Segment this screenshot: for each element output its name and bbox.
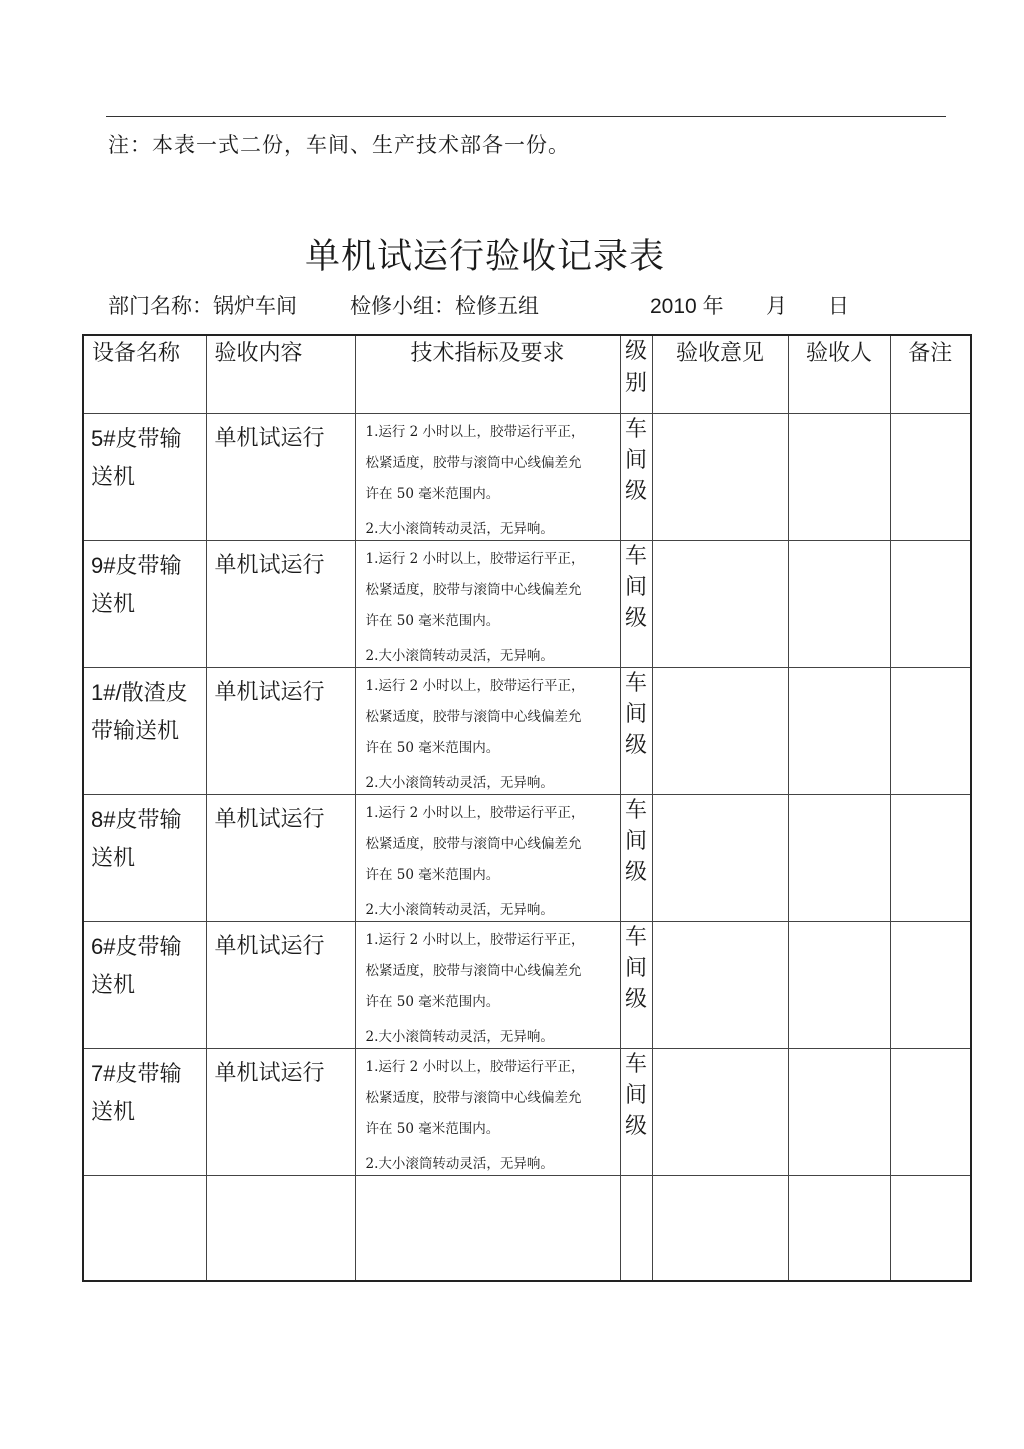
requirement-line: 许在 50 毫米范围内。 (365, 866, 500, 883)
requirement-line: 松紧适度，胶带与滚筒中心线偏差允 (365, 962, 582, 979)
page-title: 单机试运行验收记录表 (304, 237, 665, 277)
inspector-cell (788, 794, 890, 921)
table-row (83, 794, 971, 921)
requirement-line: 许在 50 毫米范围内。 (365, 739, 500, 756)
table-row (83, 1048, 971, 1175)
opinion-cell (652, 921, 788, 1048)
requirement-line: 松紧适度，胶带与滚筒中心线偏差允 (365, 708, 582, 725)
remarks-cell (890, 1048, 971, 1175)
requirement-line: 1.运行 2 小时以上，胶带运行平正， (365, 550, 585, 567)
requirements-cell (355, 1048, 620, 1175)
requirement-line: 1.运行 2 小时以上，胶带运行平正， (365, 931, 585, 948)
remarks-cell (890, 667, 971, 794)
grade-cell: 车间级 (620, 540, 652, 667)
grade-cell: 车间级 (620, 794, 652, 921)
table-body (83, 413, 971, 1281)
requirement-line: 1.运行 2 小时以上，胶带运行平正， (365, 423, 585, 440)
inspector-cell (788, 921, 890, 1048)
requirement-line: 松紧适度，胶带与滚筒中心线偏差允 (365, 454, 582, 471)
table-header-row (83, 335, 971, 413)
requirement-line: 2.大小滚筒转动灵活，无异响。 (365, 647, 554, 664)
header-remarks: 备注 (890, 335, 971, 413)
remarks-cell (890, 921, 971, 1048)
empty-cell (788, 1175, 890, 1281)
equipment-name-cell: 6#皮带输送机 (83, 921, 206, 1048)
requirement-line: 2.大小滚筒转动灵活，无异响。 (365, 1028, 554, 1045)
requirements-cell (355, 921, 620, 1048)
inspector-cell (788, 667, 890, 794)
opinion-cell (652, 667, 788, 794)
header-grade: 级别 (620, 335, 652, 413)
requirement-line: 松紧适度，胶带与滚筒中心线偏差允 (365, 1089, 582, 1106)
equipment-name-cell: 9#皮带输送机 (83, 540, 206, 667)
grade-cell: 车间级 (620, 1048, 652, 1175)
requirement-line: 许在 50 毫米范围内。 (365, 1120, 500, 1137)
empty-cell (652, 1175, 788, 1281)
inspector-cell (788, 1048, 890, 1175)
requirements-cell (355, 667, 620, 794)
empty-cell (620, 1175, 652, 1281)
grade-cell: 车间级 (620, 413, 652, 540)
copies-note: 注：本表一式二份，车间、生产技术部各一份。 (108, 133, 570, 157)
date-year (650, 290, 724, 320)
equipment-name-cell: 7#皮带输送机 (83, 1048, 206, 1175)
table-row-empty (83, 1175, 971, 1281)
requirement-line: 2.大小滚筒转动灵活，无异响。 (365, 520, 554, 537)
table-row (83, 921, 971, 1048)
opinion-cell (652, 1048, 788, 1175)
acceptance-record-table (82, 334, 972, 1282)
requirement-line: 2.大小滚筒转动灵活，无异响。 (365, 901, 554, 918)
grade-cell: 车间级 (620, 667, 652, 794)
year-value: 2010 (650, 295, 697, 318)
requirement-line: 许在 50 毫米范围内。 (365, 612, 500, 629)
header-content: 验收内容 (206, 335, 355, 413)
department-field: 部门名称：锅炉车间 (108, 294, 297, 318)
opinion-cell (652, 540, 788, 667)
date-day: 日 (828, 294, 849, 318)
grade-cell: 车间级 (620, 921, 652, 1048)
empty-cell (206, 1175, 355, 1281)
acceptance-content-cell: 单机试运行 (206, 540, 355, 667)
empty-cell (83, 1175, 206, 1281)
equipment-name-cell: 8#皮带输送机 (83, 794, 206, 921)
empty-cell (890, 1175, 971, 1281)
equipment-name-cell: 1#/散渣皮带输送机 (83, 667, 206, 794)
remarks-cell (890, 413, 971, 540)
requirement-line: 许在 50 毫米范围内。 (365, 485, 500, 502)
requirement-line: 松紧适度，胶带与滚筒中心线偏差允 (365, 581, 582, 598)
empty-cell (355, 1175, 620, 1281)
remarks-cell (890, 540, 971, 667)
requirement-line: 2.大小滚筒转动灵活，无异响。 (365, 774, 554, 791)
opinion-cell (652, 794, 788, 921)
requirement-line: 许在 50 毫米范围内。 (365, 993, 500, 1010)
equipment-name-cell: 5#皮带输送机 (83, 413, 206, 540)
opinion-cell (652, 413, 788, 540)
acceptance-content-cell: 单机试运行 (206, 794, 355, 921)
requirements-cell (355, 794, 620, 921)
requirement-line: 松紧适度，胶带与滚筒中心线偏差允 (365, 835, 582, 852)
requirement-line: 1.运行 2 小时以上，胶带运行平正， (365, 677, 585, 694)
table-row (83, 540, 971, 667)
header-requirements: 技术指标及要求 (355, 335, 620, 413)
requirement-line: 1.运行 2 小时以上，胶带运行平正， (365, 1058, 585, 1075)
requirement-line: 1.运行 2 小时以上，胶带运行平正， (365, 804, 585, 821)
header-equipment: 设备名称 (83, 335, 206, 413)
inspector-cell (788, 413, 890, 540)
table-row (83, 667, 971, 794)
repair-group-field: 检修小组：检修五组 (350, 294, 539, 318)
acceptance-content-cell: 单机试运行 (206, 1048, 355, 1175)
remarks-cell (890, 794, 971, 921)
requirements-cell (355, 413, 620, 540)
date-month: 月 (766, 294, 787, 318)
acceptance-content-cell: 单机试运行 (206, 413, 355, 540)
acceptance-content-cell: 单机试运行 (206, 921, 355, 1048)
table-row (83, 413, 971, 540)
requirements-cell (355, 540, 620, 667)
requirement-line: 2.大小滚筒转动灵活，无异响。 (365, 1155, 554, 1172)
year-unit: 年 (702, 294, 724, 318)
inspector-cell (788, 540, 890, 667)
top-divider (106, 116, 946, 117)
header-inspector: 验收人 (788, 335, 890, 413)
header-opinion: 验收意见 (652, 335, 788, 413)
acceptance-content-cell: 单机试运行 (206, 667, 355, 794)
